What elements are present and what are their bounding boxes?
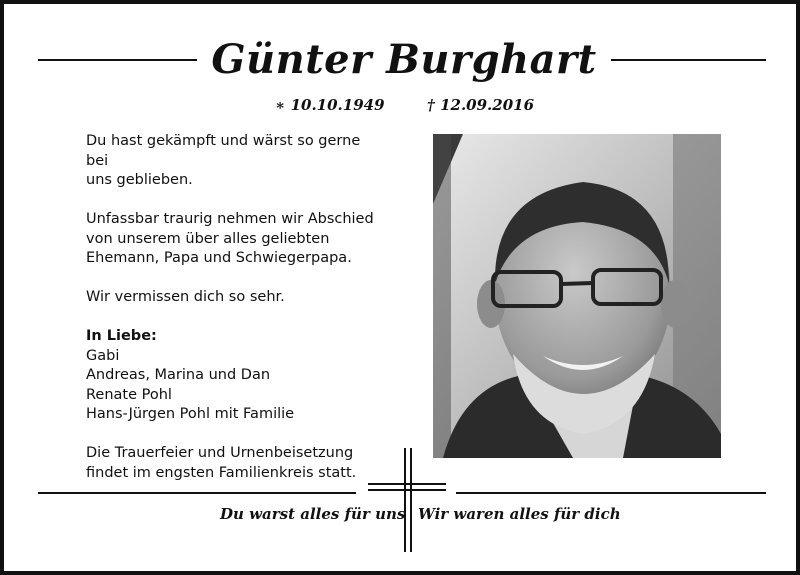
cross-icon: [368, 448, 446, 552]
footer-rule-left: [38, 492, 356, 494]
mourner-name: Hans-Jürgen Pohl mit Familie: [86, 406, 295, 422]
portrait-illustration: [433, 134, 721, 458]
paragraph-farewell: Unfassbar traurig nehmen wir Abschied von unserem über alles geliebten Ehemann, Papa und Schwiegerpapa.: [86, 211, 374, 266]
mourners-block: [86, 327, 386, 425]
paragraph-miss-you: Wir vermissen dich so sehr.: [86, 289, 285, 305]
birth-date: ∗ 10.10.1949: [275, 96, 385, 114]
notice-text: [86, 132, 386, 503]
motto-right: Wir waren alles für dich: [418, 505, 621, 523]
mourner-name: Gabi: [86, 347, 120, 364]
deceased-name: Günter Burghart: [197, 36, 610, 83]
portrait-photo: [433, 134, 721, 458]
mourner-name: Andreas, Marina und Dan: [86, 367, 271, 383]
mourner-name: Renate Pohl: [86, 386, 172, 403]
death-date: † 12.09.2016: [427, 96, 535, 114]
funeral-note: Die Trauerfeier und Urnenbeisetzung findet im engsten Familienkreis statt.: [86, 445, 357, 481]
footer-rule-right: [456, 492, 766, 494]
paragraph-fought: Du hast gekämpft und wärst so gerne bei uns geblieben.: [86, 133, 361, 188]
motto-left: Du warst alles für uns: [220, 505, 406, 523]
mourners-heading: In Liebe:: [86, 328, 157, 344]
